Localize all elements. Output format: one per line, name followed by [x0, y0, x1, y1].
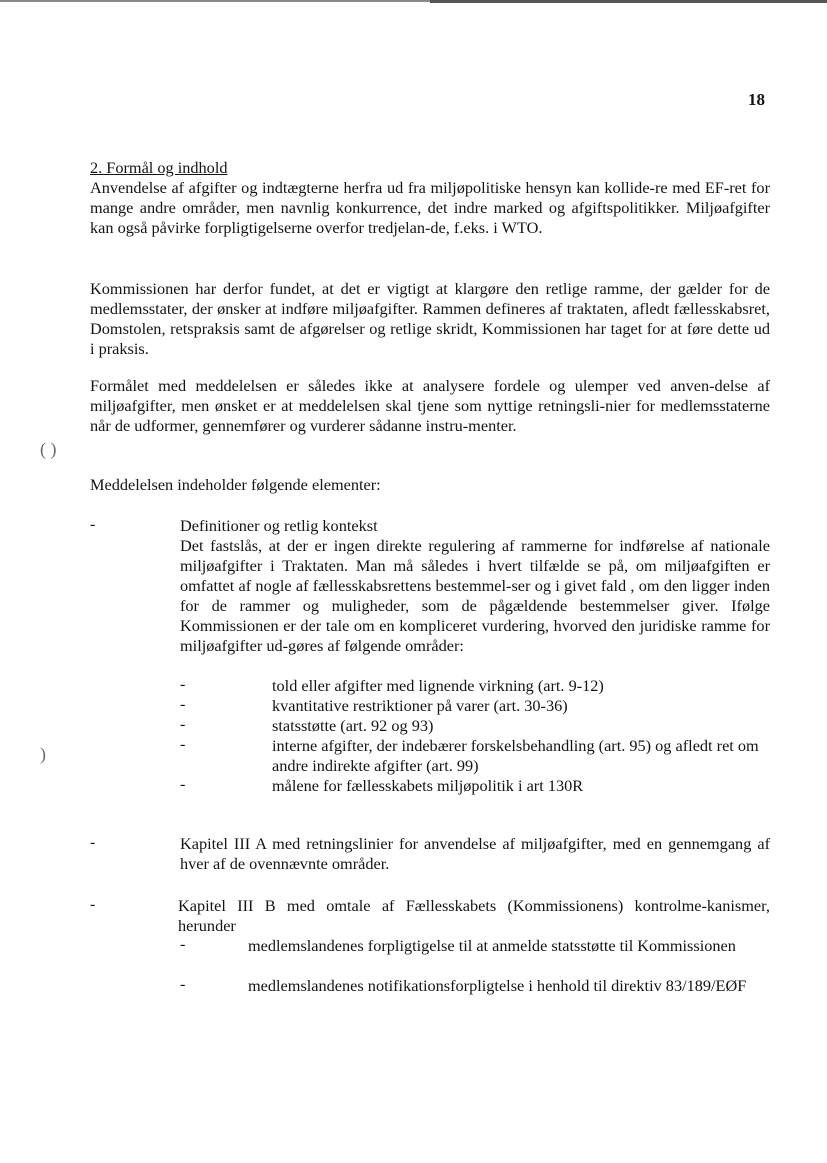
sub-dash: - [180, 716, 186, 733]
list-dash: - [90, 516, 96, 533]
scan-edge-line-right [430, 0, 827, 3]
element-title-definitions: Definitioner og retlig kontekst [180, 516, 378, 535]
list-dash: - [90, 896, 96, 913]
punch-hole-mark-lower: ) [40, 744, 46, 764]
sub-item-customs: told eller afgifter med lignende virkning (art. 9-12) [272, 676, 604, 695]
punch-hole-mark: ( ) [40, 439, 57, 459]
element-chapter-3a: Kapitel III A med retningslinier for anvendelse af miljøafgifter, med en gennemgang af hver af de ovennævnte områder. [180, 834, 770, 873]
sub-item-quantitative-restrictions: kvantitative restriktioner på varer (art. 30-36) [272, 696, 568, 715]
sub-item-internal-taxes: interne afgifter, der indebærer forskelsbehandling (art. 95) og afledt ret om andre indirekte afgifter (art. 99) [272, 736, 759, 775]
sub-dash: - [180, 976, 186, 993]
paragraph-elements-intro: Meddelelsen indeholder følgende elementer: [90, 475, 381, 494]
sub-item-state-aid: statsstøtte (art. 92 og 93) [272, 716, 434, 735]
sub-dash: - [180, 736, 186, 753]
sub-item-state-aid-notification: medlemslandenes forpligtigelse til at anmelde statsstøtte til Kommissionen [248, 936, 736, 955]
sub-dash: - [180, 676, 186, 693]
element-chapter-3b: Kapitel III B med omtale af Fællesskabets (Kommissionens) kontrolme-kanismer, herunder [178, 896, 770, 935]
page-number: 18 [748, 90, 765, 109]
sub-item-directive-notification: medlemslandenes notifikationsforpligtelse i henhold til direktiv 83/189/EØF [248, 976, 747, 995]
sub-dash: - [180, 696, 186, 713]
sub-item-environmental-policy: målene for fællesskabets miljøpolitik i art 130R [272, 776, 584, 795]
paragraph-intro: Anvendelse af afgifter og indtægterne herfra ud fra miljøpolitiske hensyn kan kollide-re med EF-ret for mange andre områder, men navnlig konkurrence, det indre marked og afgiftspolitikker. Miljøafgifter kan også påvirke forpligtigelserne overfor tredjelan-de, f.eks. i WTO. [90, 178, 770, 237]
list-dash: - [90, 834, 96, 851]
sub-dash: - [180, 936, 186, 953]
element-text-definitions: Det fastslås, at der er ingen direkte regulering af rammerne for indførelse af nationale miljøafgifter i Traktaten. Man må således i hvert tilfælde se på, om miljøafgiften er omfattet af nogle af fællesskabsrettens bestemmel-ser og i givet fald , om den ligger inden for de rammer og muligheder, som de pågældende bestemmelser giver. Ifølge Kommissionen er der tale om en kompliceret vurdering, hvorved den juridiske ramme for miljøafgifter ud-gøres af følgende områder: [180, 536, 770, 655]
paragraph-legal-framework: Kommissionen har derfor fundet, at det er vigtigt at klargøre den retlige ramme, der gælder for de medlemsstater, der ønsker at indføre miljøafgifter. Rammen defineres af traktaten, afledt fællesskabsret, Domstolen, retspraksis samt de afgørelser og retlige skridt, Kommissionen har taget for at føre dette ud i praksis. [90, 279, 770, 358]
sub-dash: - [180, 776, 186, 793]
paragraph-purpose: Formålet med meddelelsen er således ikke at analysere fordele og ulemper ved anven-delse af miljøafgifter, men ønsket er at meddelelsen skal tjene som nyttige retningsli-nier for medlemsstaterne når de udformer, gennemfører og vurderer sådanne instru-menter. [90, 376, 770, 435]
section-heading: 2. Formål og indhold [90, 158, 228, 177]
